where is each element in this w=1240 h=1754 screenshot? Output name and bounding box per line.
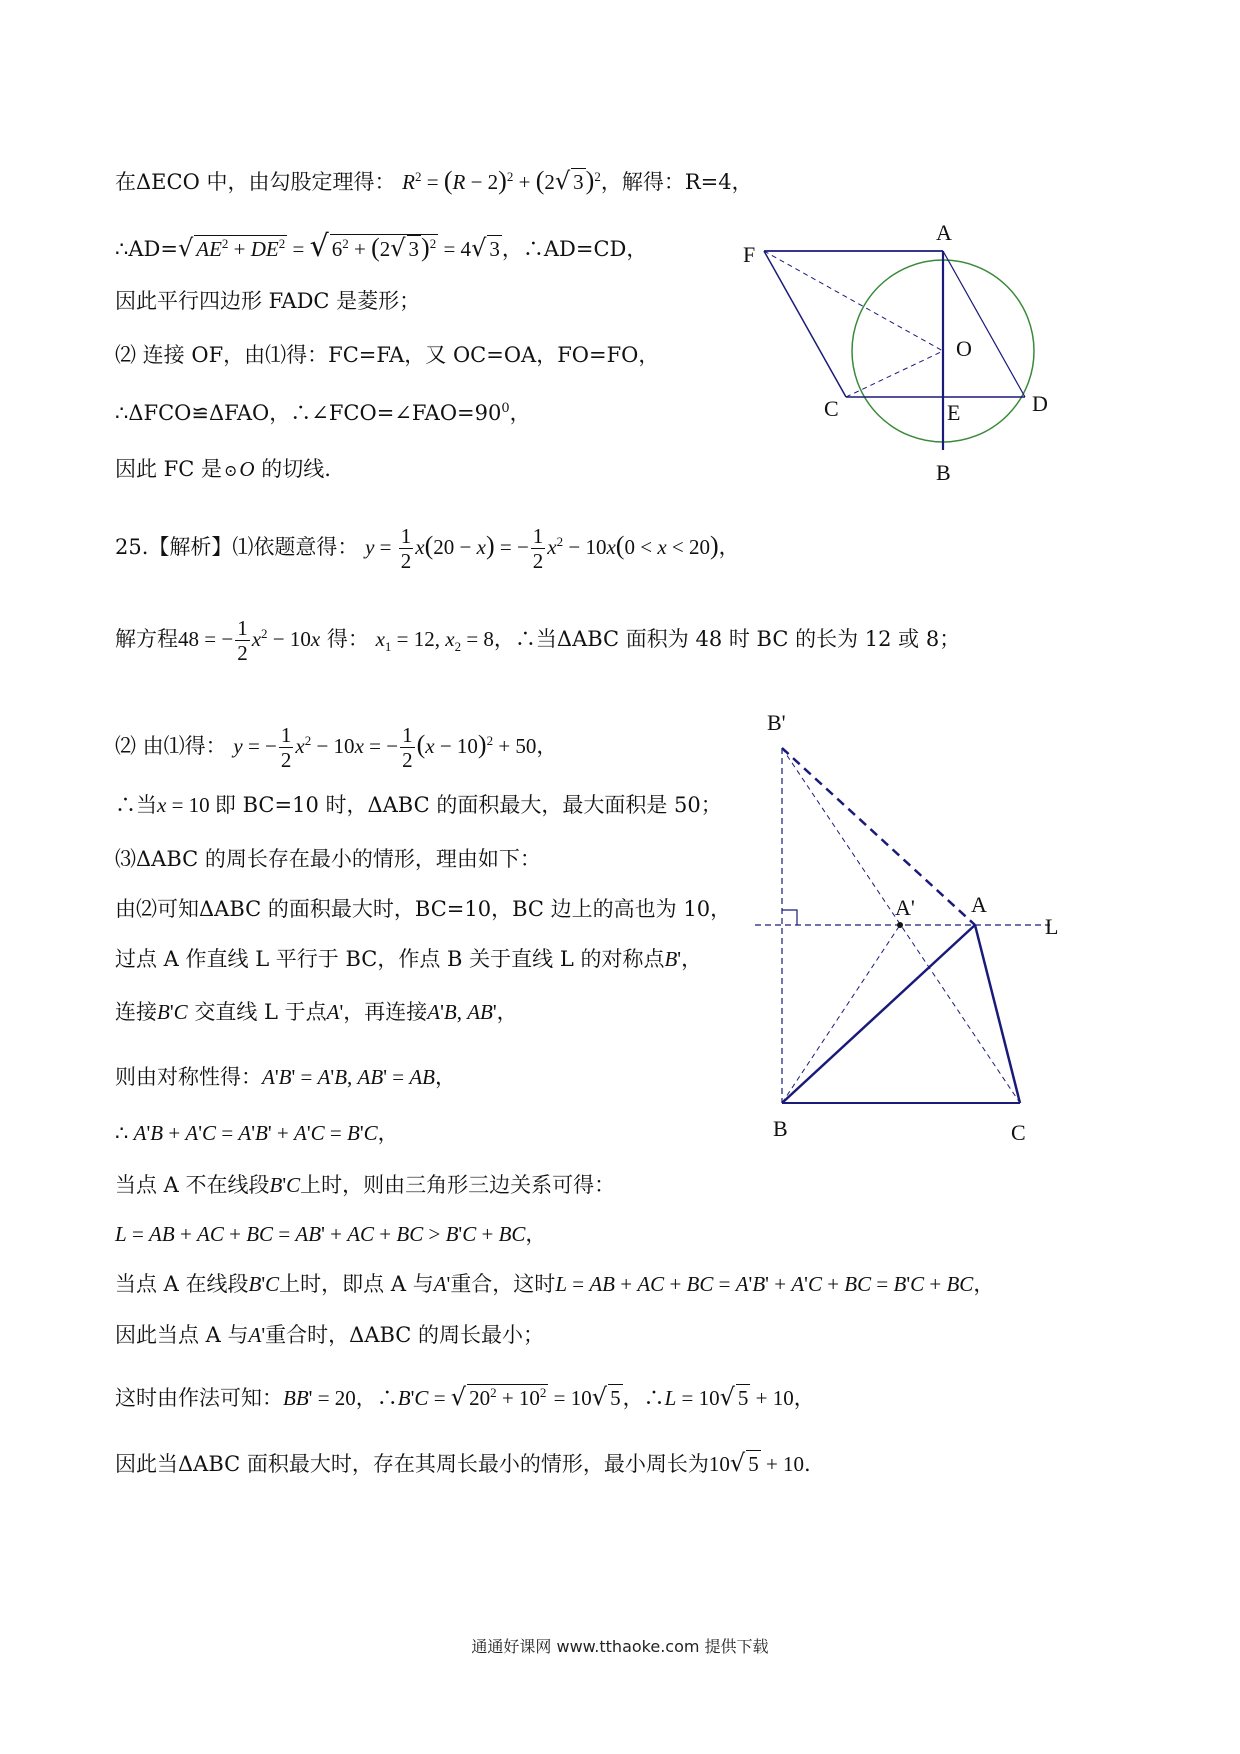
sol25-line-16: 因此当ΔABC 面积最大时，存在其周长最小的情形，最小周长为10√ 5 + 10.	[115, 1449, 811, 1477]
label-c: C	[1011, 1120, 1026, 1145]
sol25-line-8: 连接B'C 交直线 L 于点A'，再连接A'B, AB'，	[115, 1000, 518, 1024]
label-f: F	[743, 242, 756, 267]
reflection-figure	[745, 700, 1090, 1150]
sol25-line-9: 则由对称性得：A'B' = A'B, AB' = AB，	[115, 1065, 456, 1089]
sol25-line-10: ∴ A'B + A'C = A'B' + A'C = B'C，	[115, 1121, 399, 1145]
label-b-prime: B'	[767, 710, 786, 735]
label-o: O	[956, 336, 972, 361]
label-l: L	[1045, 914, 1059, 939]
label-d: D	[1032, 391, 1048, 416]
sol25-line-2: 解方程48 = − $\frac{1}{2}$ $x^2 - 10x$ 得： $x_1 = 12$, $x_2 = 8$，∴当ΔABC 面积为 48 时 BC 的长为 12 或 8；	[115, 616, 961, 665]
sol25-line-5: ⑶ΔABC 的周长存在最小的情形，理由如下：	[115, 847, 541, 871]
sol25-line-14: 因此当点 A 与A'重合时，ΔABC 的周长最小；	[115, 1323, 545, 1347]
eq-line-2: ∴AD=√ $AE^2 + DE^2$ = √ $6^2 + (2√$ 3)$^2$ = 4√ 3，∴AD=CD，	[115, 229, 648, 264]
sol25-line-1: 25.【解析】⑴依题意得： y = $\frac{1}{2}$ x(20 − x) = − $\frac{1}{2}$ $x^2 - 10x(0 < x < 20)$，	[115, 524, 740, 573]
circle-rhombus-figure	[740, 220, 1070, 490]
page-footer: 通通好课网 www.tthaoke.com 提供下载	[471, 1637, 769, 1656]
sol25-line-7: 过点 A 作直线 L 平行于 BC，作点 B 关于直线 L 的对称点B'，	[115, 947, 703, 971]
sol25-line-15: 这时由作法可知：BB' = 20，∴B'C = √ $20^2 + 10^2 = 10√$ 5，∴L = 10√ 5 + 10，	[115, 1383, 815, 1411]
label-e: E	[947, 400, 961, 425]
label-a-prime: A'	[895, 895, 915, 920]
label-b: B	[773, 1116, 788, 1141]
text-line-4: ⑵ 连接 OF，由⑴得：FC=FA，又 OC=OA，FO=FO，	[115, 343, 660, 367]
label-a: A	[936, 220, 952, 245]
text-line-3: 因此平行四边形 FADC 是菱形；	[115, 289, 421, 313]
eq-line-1: 在ΔECO 中，由勾股定理得： $R^2 = (R - 2)^2 + (2√$ 3)$^2$，解得：R=4，	[115, 166, 753, 195]
label-a: A	[971, 892, 987, 917]
label-b: B	[936, 460, 951, 485]
sol25-line-11: 当点 A 不在线段B'C上时，则由三角形三边关系可得：	[115, 1173, 616, 1197]
text-line-5: ∴ΔFCO≌ΔFAO，$\therefore\angle FCO=\angle FAO=90^0$，	[115, 401, 531, 425]
label-c: C	[824, 396, 839, 421]
sol25-line-4: ∴当x = 10 即 BC=10 时，ΔABC 的面积最大，最大面积是 50；	[115, 793, 722, 817]
text-line-6: 因此 FC 是 ⊙O 的切线.	[115, 457, 331, 481]
sol25-line-3: ⑵ 由⑴得： y = − $\frac{1}{2}$ $x^2 - 10x$ = − $\frac{1}{2}$ $(x - 10)^2 + 50$，	[115, 723, 558, 772]
sol25-line-13: 当点 A 在线段B'C上时，即点 A 与A'重合，这时L = AB + AC + BC = A'B' + A'C + BC = B'C + BC，	[115, 1272, 995, 1296]
sol25-line-12: L = AB + AC + BC = AB' + AC + BC > B'C + BC，	[115, 1222, 547, 1246]
sol25-line-6: 由⑵可知ΔABC 的面积最大时，BC=10，BC 边上的高也为 10，	[115, 897, 732, 921]
